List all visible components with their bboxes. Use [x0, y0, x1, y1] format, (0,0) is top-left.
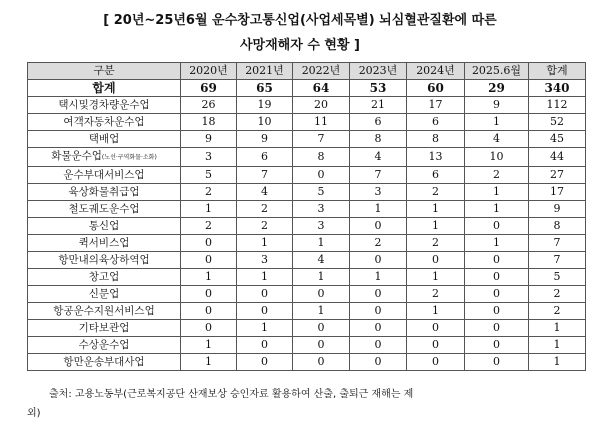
table-cell: 52	[529, 114, 586, 131]
table-cell: 1	[237, 320, 293, 337]
total-row	[28, 80, 586, 97]
table-cell: 0	[237, 303, 293, 320]
table-cell: 0	[293, 167, 350, 184]
source-line-2: 외)	[27, 408, 41, 419]
header-cell: 2022년	[293, 63, 350, 80]
table-cell: 1	[293, 235, 350, 252]
table-cell: 0	[465, 286, 529, 303]
table-cell: 0	[237, 286, 293, 303]
industry-name: 육상화물취급업	[68, 186, 140, 198]
table-cell: 0	[350, 354, 407, 371]
table-row	[28, 337, 586, 354]
table-row	[28, 97, 586, 114]
table-cell: 6	[350, 114, 407, 131]
header-cell: 2024년	[407, 63, 465, 80]
industry-name: 항만운송부대사업	[63, 356, 145, 368]
table-cell: 1	[407, 201, 465, 218]
row-label	[28, 337, 181, 354]
table-cell: 2	[407, 235, 465, 252]
table-cell: 1	[407, 218, 465, 235]
table-cell: 9	[237, 131, 293, 148]
table-cell: 5	[293, 184, 350, 201]
header-cell: 2020년	[181, 63, 237, 80]
table-cell: 1	[529, 354, 586, 371]
source-note	[27, 385, 587, 423]
table-cell: 4	[293, 252, 350, 269]
table-row	[28, 114, 586, 131]
table-row	[28, 167, 586, 184]
table-cell: 5	[529, 269, 586, 286]
industry-name: 항공운수지원서비스업	[53, 305, 155, 317]
row-label	[28, 131, 181, 148]
row-label	[28, 320, 181, 337]
industry-name: 철도궤도운수업	[68, 203, 140, 215]
table-cell: 1	[465, 235, 529, 252]
table-cell: 5	[181, 167, 237, 184]
table-row	[28, 201, 586, 218]
table-cell: 0	[293, 286, 350, 303]
table-cell: 0	[350, 286, 407, 303]
title-line-2: 사망재해자 수 현황 ]	[240, 38, 360, 53]
table-cell: 1	[293, 303, 350, 320]
row-label	[28, 97, 181, 114]
row-label	[28, 167, 181, 184]
industry-name: 통신업	[88, 220, 120, 232]
row-label	[28, 184, 181, 201]
table-cell: 0	[181, 286, 237, 303]
industry-name: 여객자동차운수업	[63, 116, 145, 128]
row-label	[28, 303, 181, 320]
table-cell: 0	[465, 320, 529, 337]
table-row	[28, 354, 586, 371]
statistics-table	[27, 62, 586, 371]
table-cell: 45	[529, 131, 586, 148]
total-cell: 29	[465, 80, 529, 97]
table-cell: 18	[181, 114, 237, 131]
table-cell: 1	[181, 354, 237, 371]
table-cell: 0	[181, 303, 237, 320]
header-row	[28, 63, 586, 80]
title-line-1: [ 20년~25년6월 운수창고통신업(사업세목별) 뇌심혈관질환에 따른	[103, 13, 497, 28]
industry-name: 운수부대서비스업	[63, 169, 145, 181]
table-row	[28, 148, 586, 167]
table-cell: 6	[407, 114, 465, 131]
table-cell: 8	[293, 148, 350, 167]
table-cell: 6	[237, 148, 293, 167]
source-line-1: 출처: 고용노동부(근로복지공단 산재보상 승인자료 활용하여 산출, 출퇴근 재해는 제	[49, 389, 414, 400]
row-label	[28, 218, 181, 235]
industry-name: 택배업	[88, 133, 120, 145]
table-row	[28, 303, 586, 320]
table-cell: 2	[529, 286, 586, 303]
table-cell: 1	[350, 201, 407, 218]
total-cell: 64	[293, 80, 350, 97]
table-cell: 0	[407, 252, 465, 269]
table-cell: 2	[181, 218, 237, 235]
table-row	[28, 320, 586, 337]
table-cell: 3	[181, 148, 237, 167]
table-cell: 0	[293, 320, 350, 337]
industry-note: (노선·구역화물·소화)	[101, 154, 157, 161]
table-cell: 2	[407, 184, 465, 201]
table-cell: 0	[181, 320, 237, 337]
table-cell: 0	[181, 252, 237, 269]
table-row	[28, 184, 586, 201]
total-cell: 340	[529, 80, 586, 97]
table-row	[28, 286, 586, 303]
row-label	[28, 269, 181, 286]
table-row	[28, 218, 586, 235]
table-cell: 1	[529, 320, 586, 337]
table-cell: 26	[181, 97, 237, 114]
table-cell: 3	[293, 201, 350, 218]
table-cell: 8	[350, 131, 407, 148]
row-label	[28, 201, 181, 218]
table-cell: 2	[407, 286, 465, 303]
table-cell: 8	[529, 218, 586, 235]
table-cell: 0	[181, 235, 237, 252]
table-cell: 6	[407, 167, 465, 184]
table-cell: 0	[237, 354, 293, 371]
table-cell: 3	[293, 218, 350, 235]
table-cell: 2	[529, 303, 586, 320]
table-cell: 0	[465, 303, 529, 320]
industry-name: 항만내의육상하역업	[58, 254, 150, 266]
total-cell: 65	[237, 80, 293, 97]
table-cell: 4	[237, 184, 293, 201]
table-cell: 7	[350, 167, 407, 184]
table-cell: 1	[293, 269, 350, 286]
table-cell: 1	[407, 303, 465, 320]
table-cell: 9	[529, 201, 586, 218]
table-cell: 3	[350, 184, 407, 201]
table-cell: 0	[350, 218, 407, 235]
table-cell: 0	[407, 337, 465, 354]
table-cell: 1	[465, 184, 529, 201]
table-cell: 0	[293, 337, 350, 354]
table-cell: 0	[465, 269, 529, 286]
industry-name: 퀵서비스업	[78, 237, 130, 249]
table-row	[28, 235, 586, 252]
table-row	[28, 252, 586, 269]
table-cell: 10	[237, 114, 293, 131]
table-cell: 1	[181, 269, 237, 286]
table-cell: 2	[181, 184, 237, 201]
industry-name: 택시및경차량운수업	[58, 99, 150, 111]
table-cell: 10	[465, 148, 529, 167]
industry-name: 신문업	[88, 288, 120, 300]
table-cell: 1	[181, 201, 237, 218]
table-cell: 0	[407, 320, 465, 337]
table-cell: 2	[237, 218, 293, 235]
header-cell: 2025.6월	[465, 63, 529, 80]
total-cell: 69	[181, 80, 237, 97]
row-label	[28, 252, 181, 269]
row-label	[28, 286, 181, 303]
table-cell: 7	[529, 252, 586, 269]
table-cell: 7	[293, 131, 350, 148]
table-cell: 21	[350, 97, 407, 114]
total-cell: 53	[350, 80, 407, 97]
table-cell: 0	[350, 252, 407, 269]
table-cell: 1	[529, 337, 586, 354]
table-cell: 2	[350, 235, 407, 252]
table-cell: 0	[350, 320, 407, 337]
table-cell: 0	[350, 303, 407, 320]
table-cell: 11	[293, 114, 350, 131]
table-cell: 1	[465, 201, 529, 218]
header-cell: 2023년	[350, 63, 407, 80]
table-row	[28, 269, 586, 286]
total-cell: 60	[407, 80, 465, 97]
table-cell: 13	[407, 148, 465, 167]
industry-name: 기타보관업	[78, 322, 130, 334]
table-cell: 17	[407, 97, 465, 114]
table-cell: 7	[237, 167, 293, 184]
table-cell: 1	[350, 269, 407, 286]
table-cell: 44	[529, 148, 586, 167]
header-cell: 합계	[529, 63, 586, 80]
row-label	[28, 114, 181, 131]
table-cell: 4	[350, 148, 407, 167]
table-cell: 0	[293, 354, 350, 371]
row-label	[28, 148, 181, 167]
table-cell: 9	[465, 97, 529, 114]
table-cell: 17	[529, 184, 586, 201]
table-cell: 9	[181, 131, 237, 148]
table-cell: 1	[237, 269, 293, 286]
table-cell: 0	[407, 354, 465, 371]
table-cell: 7	[529, 235, 586, 252]
table-cell: 1	[465, 114, 529, 131]
table-cell: 27	[529, 167, 586, 184]
table-cell: 20	[293, 97, 350, 114]
table-cell: 1	[407, 269, 465, 286]
table-cell: 2	[237, 201, 293, 218]
table-cell: 3	[237, 252, 293, 269]
table-cell: 0	[465, 337, 529, 354]
table-cell: 0	[237, 337, 293, 354]
table-cell: 1	[181, 337, 237, 354]
total-label: 합계	[28, 80, 181, 97]
industry-name: 화물운수업	[51, 150, 102, 162]
table-cell: 0	[465, 252, 529, 269]
table-cell: 19	[237, 97, 293, 114]
industry-name: 창고업	[88, 271, 120, 283]
table-row	[28, 131, 586, 148]
table-cell: 4	[465, 131, 529, 148]
table-cell: 8	[407, 131, 465, 148]
table-cell: 1	[237, 235, 293, 252]
row-label	[28, 354, 181, 371]
table-cell: 112	[529, 97, 586, 114]
row-label	[28, 235, 181, 252]
table-cell: 2	[465, 167, 529, 184]
table-cell: 0	[350, 337, 407, 354]
table-cell: 0	[465, 354, 529, 371]
header-category: 구분	[28, 63, 181, 80]
header-cell: 2021년	[237, 63, 293, 80]
industry-name: 수상운수업	[78, 339, 130, 351]
table-cell: 0	[465, 218, 529, 235]
